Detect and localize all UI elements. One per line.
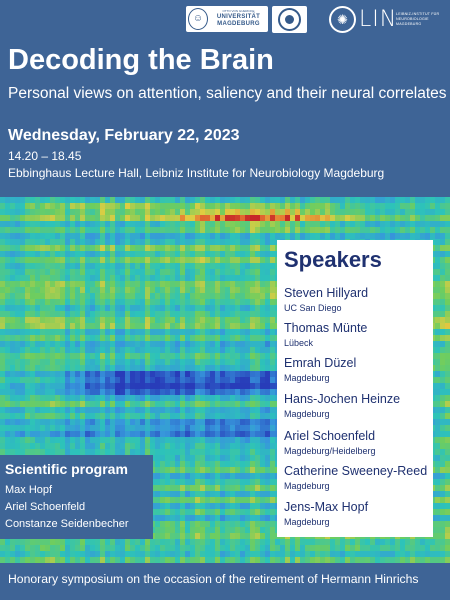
speaker-affiliation: Magdeburg: [284, 517, 330, 527]
speaker-name: Emrah Düzel: [284, 356, 357, 370]
speaker-entry: [284, 427, 432, 457]
speaker-affiliation: Lübeck: [284, 338, 314, 348]
footer-text: Honorary symposium on the occasion of the retirement of Hermann Hinrichs: [8, 572, 419, 586]
speaker-name: Jens-Max Hopf: [284, 500, 369, 514]
lin-brain-icon: ✺: [329, 6, 356, 33]
program-organizer-list: [5, 482, 129, 533]
speaker-name: Ariel Schoenfeld: [284, 429, 376, 443]
speaker-entry: [284, 354, 432, 384]
program-organizer: Ariel Schoenfeld: [5, 501, 86, 513]
speaker-entry: [284, 390, 432, 420]
lin-logo-subtitle: LEIBNIZ-INSTITUT FÜR NEUROBIOLOGIE MAGDEBURG: [396, 12, 440, 26]
speaker-entry: [284, 284, 432, 314]
speaker-affiliation: Magdeburg: [284, 409, 330, 419]
program-organizer: Constanze Seidenbecher: [5, 518, 129, 530]
speaker-name: Steven Hillyard: [284, 286, 369, 300]
lin-logo-word: LIN: [359, 7, 398, 32]
lin-logo: [329, 6, 444, 34]
seal-logo: [272, 6, 307, 33]
speaker-affiliation: Magdeburg/Heidelberg: [284, 446, 376, 456]
speakers-panel: [277, 240, 433, 537]
ovgu-logo-top-text: OTTO VON GUERICKE: [222, 9, 255, 13]
event-date: Wednesday, February 22, 2023: [8, 127, 240, 144]
scientific-program-panel: [0, 455, 153, 539]
speaker-entry: [284, 319, 432, 349]
speaker-entry: [284, 498, 432, 528]
header-banner: [0, 0, 450, 197]
seal-ring-icon: [278, 8, 301, 31]
program-organizer: Max Hopf: [5, 484, 53, 496]
event-time: 14.20 – 18.45: [8, 149, 82, 163]
ovgu-logo-name: UNIVERSITÄT MAGDEBURG: [216, 14, 261, 27]
speaker-name: Thomas Münte: [284, 321, 368, 335]
speaker-entry: [284, 462, 432, 492]
speaker-affiliation: Magdeburg: [284, 481, 330, 491]
footer-banner: [0, 563, 450, 600]
ovgu-portrait-icon: ☺: [188, 8, 208, 30]
program-heading: Scientific program: [5, 461, 128, 477]
event-title: Decoding the Brain: [8, 44, 274, 76]
speaker-name: Catherine Sweeney-Reed: [284, 464, 428, 478]
speaker-affiliation: Magdeburg: [284, 373, 330, 383]
speaker-affiliation: UC San Diego: [284, 303, 342, 313]
event-venue: Ebbinghaus Lecture Hall, Leibniz Institute for Neurobiology Magdeburg: [8, 166, 385, 180]
speakers-heading: Speakers: [284, 247, 382, 272]
event-subtitle: Personal views on attention, saliency and their neural correlates: [8, 85, 447, 102]
ovgu-logo: [186, 6, 268, 32]
speaker-name: Hans-Jochen Heinze: [284, 392, 401, 406]
